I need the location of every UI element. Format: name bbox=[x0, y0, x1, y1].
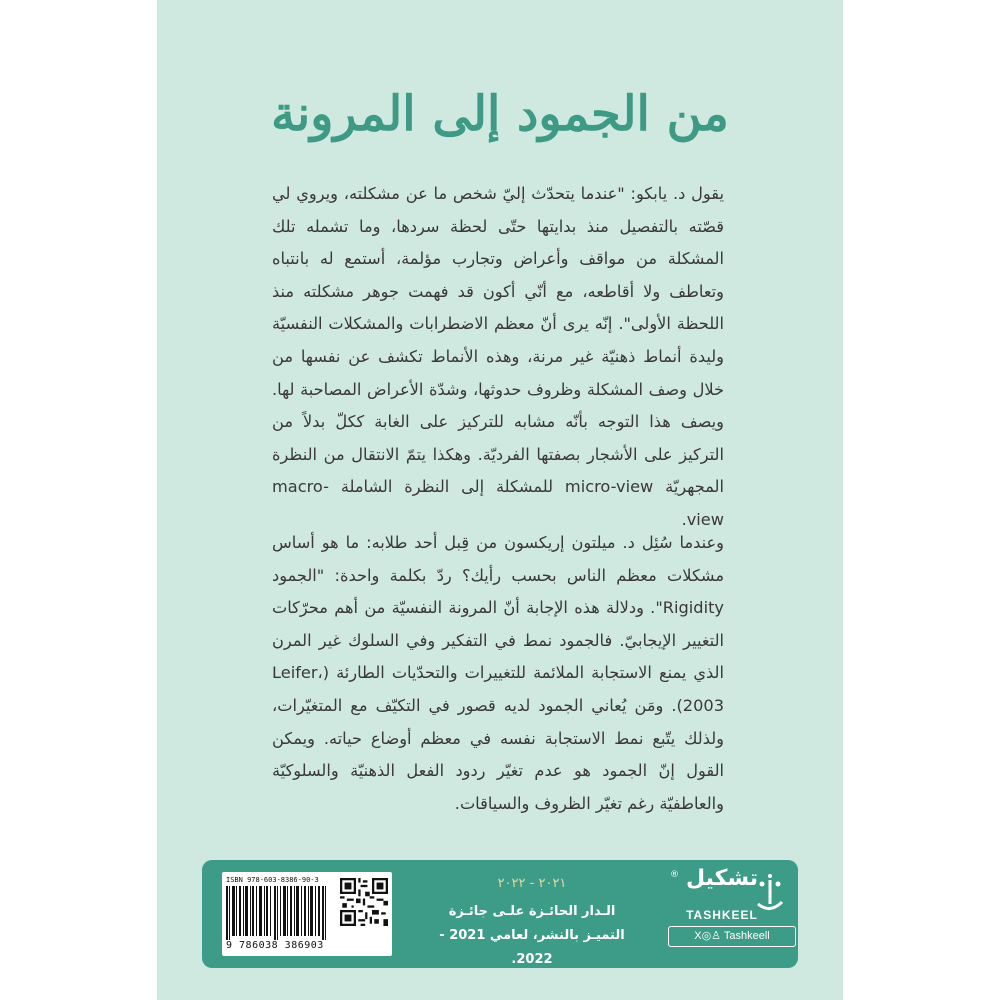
registered-mark: ® bbox=[670, 870, 679, 880]
book-title: من الجمود إلى المرونة bbox=[271, 86, 729, 142]
barcode-icon bbox=[226, 886, 336, 940]
social-handle[interactable]: X◎♙ Tashkeell bbox=[668, 926, 796, 947]
paragraph-2: وعندما سُئِل د. ميلتون إريكسون من قِبل أحد طلابه: ما هو أساس مشكلات معظم الناس بحسب رأيك؟ ردّ بكلمة واحدة: "الجمود Rigidity". ودلالة هذه الإجابة أنّ المرونة النفسيّة من أهم محرّكات التغيير الإيجابيّ. فالجمود نمط في التفكير وفي السلوك غير المرن الذي يمنع الاستجابة الملائمة للتغييرات والتحدّيات الطارئة (Leifer، 2003). ومَن يُعاني الجمود لديه قصور في التكيّف مع المتغيّرات، ولذلك يتّبع نمط الاستجابة نفسه في معظم أوضاع حياته. ويمكن القول إنّ الجمود هو عدم تغيّر ردود الفعل الذهنيّة والسلوكيّة والعاطفيّة رغم تغيّر الظروف والسياقات. bbox=[272, 533, 724, 813]
paragraph-1: يقول د. يابكو: "عندما يتحدّث إليّ شخص ما عن مشكلته، ويروي لي قصّته بالتفصيل منذ بدايتها حتّى لحظة سردها، وما تشمله تلك المشكلة من مواقف وأعراض وتجارب مؤلمة، أستمع له بانتباه وتعاطف ولا أقاطعه، مع أنّي أكون قد فهمت جوهر مشكلته منذ اللحظة الأولى". إنّه يرى أنّ معظم الاضطرابات والمشكلات النفسيّة وليدة أنماط ذهنيّة غير مرنة، وهذه الأنماط تكشف عن نفسها من خلال وصف المشكلة وظروف حدوثها، وشدّة الأعراض المصاحبة لها. ويصف هذا التوجه بأنّه مشابه للتركيز على الغابة ككلّ بدلاً من التركيز على الأشجار بصفتها الفرديّة. وهكذا يتمّ الانتقال من النظرة المجهريّة micro-view للمشكلة إلى النظرة الشاملة macro-view. bbox=[272, 184, 724, 529]
publisher-name-english: TASHKEEL bbox=[686, 908, 758, 922]
publisher-name-arabic: تشكيل bbox=[685, 866, 759, 891]
book-back-cover bbox=[157, 0, 843, 1000]
qr-code-icon bbox=[340, 878, 388, 926]
publisher-footer bbox=[202, 860, 798, 968]
isbn-barcode bbox=[222, 872, 392, 956]
award-text: الـدار الحائـزة علـى جائـزة التميـز بالنشر، لعامي 2021 - 2022. bbox=[439, 904, 625, 967]
award-years: ٢٠٢١ - ٢٠٢٢ bbox=[497, 876, 567, 891]
isbn-label: ISBN 978-603-8386-90-3 bbox=[226, 876, 319, 884]
isbn-number: 9 786038 386903 bbox=[226, 940, 324, 951]
